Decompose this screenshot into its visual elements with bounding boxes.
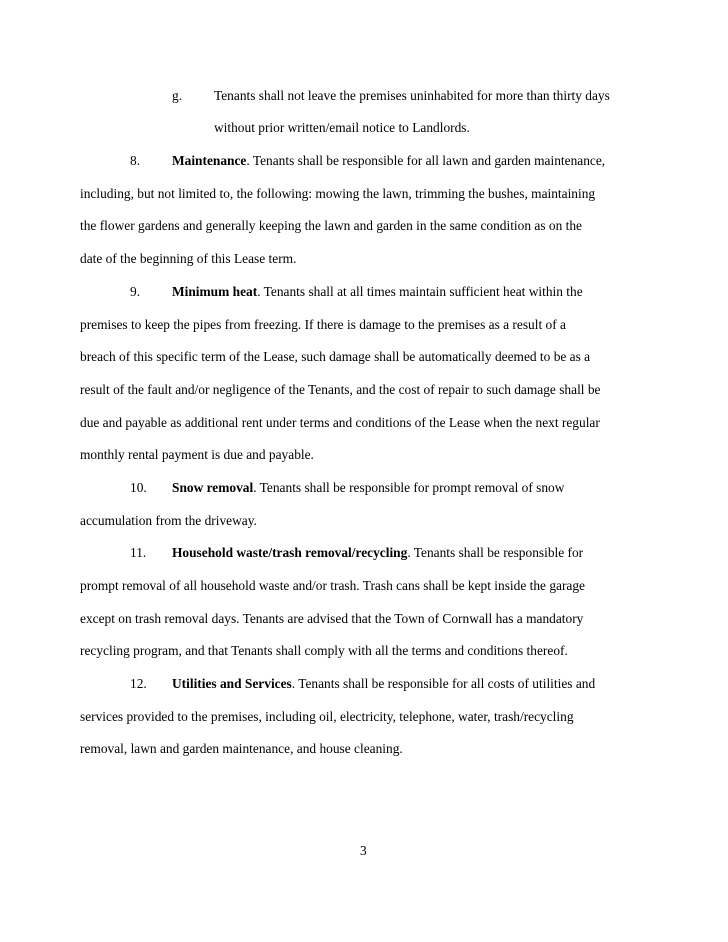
item-11-line-2: prompt removal of all household waste and/or trash. Trash cans shall be kept inside the garage: [80, 578, 586, 593]
item-12-heading: Utilities and Services: [172, 676, 292, 691]
item-8-line-3: the flower gardens and generally keeping the lawn and garden in the same condition as on the: [80, 218, 582, 233]
item-9-line-3: breach of this specific term of the Lease, such damage shall be automatically deemed to be as a: [80, 349, 591, 364]
item-12-first-line: [172, 676, 595, 692]
item-9-number: 9.: [130, 284, 141, 299]
item-10-first-line: [172, 480, 564, 496]
item-8-heading: Maintenance: [172, 153, 247, 168]
item-g-marker: g.: [172, 88, 183, 103]
item-8-line-4: date of the beginning of this Lease term.: [80, 251, 297, 266]
page-number: 3: [360, 843, 367, 858]
item-9-first-line: [172, 284, 583, 300]
item-9-line-5: due and payable as additional rent under terms and conditions of the Lease when the next regular: [80, 415, 600, 430]
item-11-first-line: [172, 545, 583, 561]
item-10-lead: . Tenants shall be responsible for prompt removal of snow: [253, 480, 565, 495]
item-12-line-3: removal, lawn and garden maintenance, and house cleaning.: [80, 741, 403, 756]
item-g-line-2: without prior written/email notice to Landlords.: [214, 120, 470, 135]
item-10-line-2: accumulation from the driveway.: [80, 513, 257, 528]
item-8-line-2: including, but not limited to, the following: mowing the lawn, trimming the bushes, maintaining: [80, 186, 596, 201]
item-12-lead: . Tenants shall be responsible for all costs of utilities and: [291, 676, 596, 691]
item-10-heading: Snow removal: [172, 480, 254, 495]
item-11-line-4: recycling program, and that Tenants shall comply with all the terms and conditions thereof.: [80, 643, 568, 658]
item-9-line-2: premises to keep the pipes from freezing. If there is damage to the premises as a result of a: [80, 317, 566, 332]
item-11-lead: . Tenants shall be responsible for: [407, 545, 584, 560]
item-9-lead: . Tenants shall at all times maintain sufficient heat within the: [257, 284, 583, 299]
item-12-line-2: services provided to the premises, including oil, electricity, telephone, water, trash/recycling: [80, 709, 574, 724]
item-12-number: 12.: [130, 676, 147, 691]
item-8-lead: . Tenants shall be responsible for all lawn and garden maintenance,: [246, 153, 606, 168]
item-9-line-6: monthly rental payment is due and payable.: [80, 447, 314, 462]
item-8-number: 8.: [130, 153, 141, 168]
item-11-line-3: except on trash removal days. Tenants are advised that the Town of Cornwall has a mandatory: [80, 611, 584, 626]
item-11-heading: Household waste/trash removal/recycling: [172, 545, 408, 560]
item-11-number: 11.: [130, 545, 147, 560]
item-9-heading: Minimum heat: [172, 284, 258, 299]
item-8-first-line: [172, 153, 605, 169]
item-g-line-1: Tenants shall not leave the premises uninhabited for more than thirty days: [214, 88, 610, 103]
item-10-number: 10.: [130, 480, 147, 495]
item-9-line-4: result of the fault and/or negligence of the Tenants, and the cost of repair to such damage shall be: [80, 382, 601, 397]
